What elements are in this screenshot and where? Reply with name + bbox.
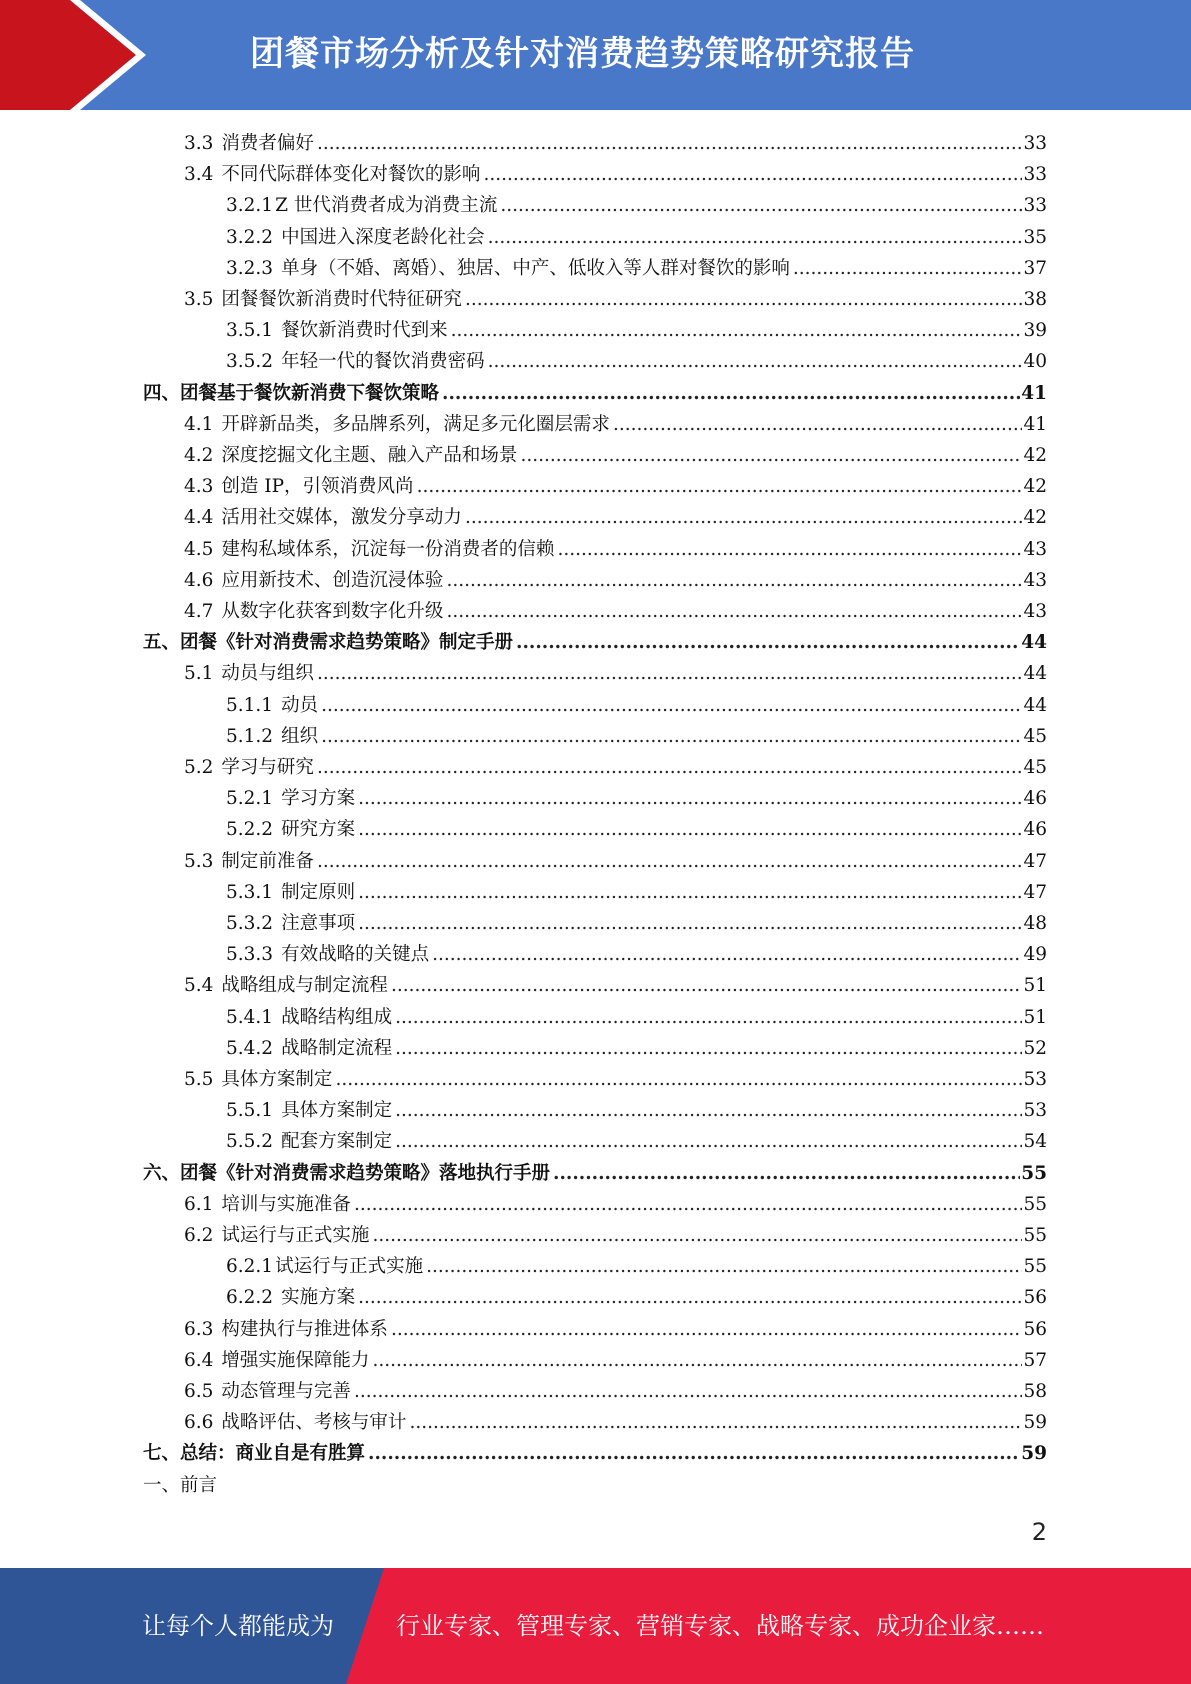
toc-entry-title: 消费者偏好 [221, 133, 314, 154]
toc-entry[interactable] [184, 284, 1047, 315]
toc-entry-page: 54 [1023, 1131, 1047, 1153]
page-footer [0, 1568, 1191, 1684]
toc-entry-page: 43 [1023, 538, 1047, 560]
toc-entry-number: 5.5.1 [226, 1100, 274, 1122]
toc-entry-title: 五、团餐《针对消费需求趋势策略》制定手册 [143, 632, 514, 654]
toc-entry[interactable] [184, 534, 1047, 565]
toc-dot-leader [395, 1095, 1022, 1126]
toc-entry-page: 45 [1023, 757, 1047, 778]
toc-entry-title: 研究方案 [281, 819, 356, 841]
toc-entry-page: 53 [1023, 1069, 1047, 1090]
toc-entry-title: 制定原则 [281, 881, 356, 903]
toc-entry[interactable] [226, 939, 1047, 970]
toc-entry[interactable] [226, 190, 1047, 221]
toc-dot-leader [354, 1189, 1023, 1220]
toc-dot-leader [395, 1126, 1022, 1157]
toc-entry-number: 5.3.3 [226, 944, 274, 966]
toc-dot-leader [358, 908, 1022, 939]
toc-entry[interactable] [226, 1251, 1047, 1282]
toc-entry-title: 注意事项 [281, 913, 356, 934]
toc-entry-page: 51 [1023, 975, 1047, 997]
toc-dot-leader [793, 253, 1023, 284]
toc-entry-number: 6.4 [184, 1349, 214, 1371]
toc-entry[interactable] [184, 1407, 1047, 1438]
toc-dot-leader [372, 1220, 1022, 1251]
toc-entry-title: 具体方案制定 [281, 1100, 393, 1122]
toc-entry-page: 44 [1023, 663, 1047, 685]
toc-entry-page: 42 [1023, 476, 1047, 498]
toc-dot-leader [368, 1438, 1020, 1469]
toc-entry-title: 学习与研究 [221, 757, 314, 778]
toc-entry-title: 从数字化获客到数字化升级 [221, 601, 444, 622]
toc-entry-number: 6.2 [184, 1225, 214, 1246]
toc-entry-title: 战略结构组成 [281, 1006, 393, 1028]
toc-entry-number: 6.5 [184, 1381, 214, 1402]
toc-entry[interactable] [226, 814, 1047, 845]
toc-dot-leader [391, 1314, 1023, 1345]
toc-entry-page: 38 [1023, 289, 1047, 310]
toc-entry-number: 5.3.1 [226, 881, 274, 903]
toc-entry[interactable] [226, 908, 1047, 939]
toc-entry-page: 58 [1023, 1381, 1047, 1402]
footer-slogan-right: 行业专家、管理专家、营销专家、战略专家、成功企业家…… [396, 1612, 1044, 1640]
toc-entry-title: 年轻一代的餐饮消费密码 [281, 351, 485, 373]
toc-entry-number: 4.3 [184, 476, 214, 498]
toc-entry-title: 单身（不婚、离婚）、独居、中产、低收入等人群对餐饮的影响 [281, 257, 790, 279]
toc-entry[interactable] [226, 1126, 1047, 1157]
toc-entry-number: 6.1 [184, 1193, 214, 1215]
toc-entry-page: 37 [1023, 257, 1047, 279]
toc-entry[interactable] [184, 1064, 1047, 1095]
toc-entry-number: 4.7 [184, 601, 214, 622]
toc-dot-leader [358, 814, 1022, 845]
toc-entry[interactable] [143, 378, 1047, 409]
toc-entry-title: 战略组成与制定流程 [221, 975, 388, 997]
toc-entry-title: 团餐餐饮新消费时代特征研究 [221, 289, 462, 310]
footer-slogan-left: 让每个人都能成为 [142, 1612, 334, 1640]
toc-dot-leader [520, 440, 1022, 471]
toc-dot-leader [613, 409, 1023, 440]
toc-entry[interactable] [226, 690, 1047, 721]
toc-dot-leader [557, 534, 1022, 565]
toc-entry[interactable] [184, 159, 1047, 190]
toc-entry-title: 动员与组织 [221, 663, 314, 685]
toc-dot-leader [358, 783, 1022, 814]
toc-entry[interactable] [184, 596, 1047, 627]
toc-entry[interactable] [184, 846, 1047, 877]
toc-dot-leader [335, 1064, 1022, 1095]
toc-entry[interactable] [226, 877, 1047, 908]
toc-entry-page: 43 [1023, 601, 1047, 622]
toc-entry[interactable] [184, 658, 1047, 689]
toc-dot-leader [321, 721, 1022, 752]
toc-entry[interactable] [143, 627, 1047, 658]
toc-entry-page: 41 [1021, 382, 1047, 404]
toc-entry[interactable] [184, 409, 1047, 440]
toc-entry[interactable] [226, 1282, 1047, 1313]
toc-entry-page: 33 [1023, 195, 1047, 217]
toc-entry-page: 46 [1023, 819, 1047, 841]
document-title: 团餐市场分析及针对消费趋势策略研究报告 [250, 34, 915, 74]
toc-entry-number: 4.2 [184, 445, 214, 466]
toc-dot-leader [321, 690, 1022, 721]
toc-entry[interactable] [184, 1220, 1047, 1251]
toc-entry-number: 4.1 [184, 413, 214, 435]
toc-entry-title: 餐饮新消费时代到来 [281, 320, 448, 342]
toc-entry[interactable] [184, 1376, 1047, 1407]
page-number: 2 [1031, 1518, 1047, 1546]
toc-dot-leader [317, 752, 1023, 783]
toc-entry-number: 5.3.2 [226, 913, 274, 934]
toc-entry-page: 55 [1021, 1162, 1047, 1184]
toc-dot-leader [446, 565, 1022, 596]
toc-entry-title: 构建执行与推进体系 [221, 1318, 388, 1340]
toc-entry-title: 实施方案 [281, 1287, 356, 1309]
toc-entry-page: 39 [1023, 320, 1047, 342]
toc-entry-number: 5.1.2 [226, 725, 274, 747]
toc-entry[interactable] [184, 1345, 1047, 1376]
toc-entry-title: 试运行与正式实施 [221, 1225, 370, 1246]
toc-entry[interactable] [184, 1314, 1047, 1345]
toc-entry-page: 40 [1023, 351, 1047, 373]
toc-entry-title: 中国进入深度老龄化社会 [281, 226, 485, 248]
toc-entry-number: 3.2.2 [226, 226, 274, 248]
toc-entry-number: 4.4 [184, 507, 214, 529]
toc-entry-page: 56 [1023, 1287, 1047, 1309]
toc-dot-leader [409, 1407, 1022, 1438]
toc-entry-number: 3.2.3 [226, 257, 274, 279]
toc-entry-page: 57 [1023, 1349, 1047, 1371]
toc-entry-page: 55 [1023, 1225, 1047, 1246]
toc-entry-number: 3.4 [184, 164, 214, 186]
toc-dot-leader [451, 315, 1023, 346]
toc-entry[interactable] [184, 752, 1047, 783]
toc-entry-title: 七、总结：商业自是有胜算 [143, 1443, 366, 1465]
toc-entry-title: 有效战略的关键点 [281, 944, 430, 966]
toc-dot-leader [465, 284, 1023, 315]
toc-dot-leader [446, 596, 1022, 627]
toc-entry-title: 动员 [281, 694, 319, 716]
toc-entry-page: 45 [1023, 725, 1047, 747]
toc-entry[interactable] [143, 1158, 1047, 1189]
toc-dot-leader [354, 1376, 1023, 1407]
toc-entry-number: 6.2.2 [226, 1287, 274, 1309]
toc-entry-title: 培训与实施准备 [221, 1193, 351, 1215]
toc-dot-leader [391, 970, 1023, 1001]
toc-entry-page: 47 [1023, 881, 1047, 903]
toc-entry-title: 四、团餐基于餐饮新消费下餐饮策略 [143, 382, 440, 404]
toc-dot-leader [417, 471, 1023, 502]
toc-entry-title: 动态管理与完善 [221, 1381, 351, 1402]
toc-entry-page: 44 [1023, 694, 1047, 716]
toc-dot-leader [442, 378, 1020, 409]
toc-entry-page: 33 [1023, 164, 1047, 186]
toc-dot-leader [317, 658, 1023, 689]
toc-entry-number: 5.1.1 [226, 694, 274, 716]
toc-entry-title: 应用新技术、创造沉浸体验 [221, 569, 444, 591]
toc-entry-page: 41 [1023, 413, 1047, 435]
toc-entry-title: 增强实施保障能力 [221, 1349, 370, 1371]
toc-dot-leader [432, 939, 1022, 970]
toc-entry-title: 不同代际群体变化对餐饮的影响 [221, 164, 481, 186]
toc-dot-leader [395, 1002, 1022, 1033]
toc-entry[interactable] [226, 1002, 1047, 1033]
toc-entry-number: 5.3 [184, 850, 214, 872]
toc-entry-number: 4.5 [184, 538, 214, 560]
toc-entry-page: 52 [1023, 1037, 1047, 1059]
toc-entry-number: 5.4.2 [226, 1037, 274, 1059]
toc-entry-page: 56 [1023, 1318, 1047, 1340]
toc-entry[interactable] [143, 1438, 1047, 1469]
toc-entry-number: 5.5.2 [226, 1131, 274, 1153]
toc-dot-leader [358, 877, 1022, 908]
toc-entry-number: 6.2.1 [226, 1256, 274, 1278]
chevron-logo-icon [0, 0, 160, 110]
toc-dot-leader [516, 627, 1020, 658]
section-heading-preface: 一、前言 [143, 1474, 218, 1496]
toc-entry-page: 35 [1023, 226, 1047, 248]
toc-dot-leader [465, 502, 1023, 533]
toc-entry-title: Z 世代消费者成为消费主流 [275, 195, 498, 217]
toc-entry-number: 3.5.1 [226, 320, 274, 342]
toc-entry-title: 六、团餐《针对消费需求趋势策略》落地执行手册 [143, 1162, 551, 1184]
toc-entry-page: 48 [1023, 913, 1047, 934]
toc-entry[interactable] [226, 253, 1047, 284]
toc-entry-page: 42 [1023, 445, 1047, 466]
toc-entry-number: 6.6 [184, 1412, 214, 1434]
toc-entry[interactable] [226, 1033, 1047, 1064]
toc-entry-title: 具体方案制定 [221, 1069, 333, 1090]
toc-entry[interactable] [226, 783, 1047, 814]
toc-entry-number: 4.6 [184, 569, 214, 591]
toc-entry-page: 43 [1023, 569, 1047, 591]
toc-entry[interactable] [226, 1095, 1047, 1126]
toc-entry-number: 5.1 [184, 663, 214, 685]
toc-entry-number: 3.5 [184, 289, 214, 310]
toc-entry[interactable] [226, 721, 1047, 752]
toc-entry-page: 55 [1023, 1193, 1047, 1215]
toc-dot-leader [553, 1158, 1020, 1189]
toc-entry-number: 5.2 [184, 757, 214, 778]
toc-dot-leader [426, 1251, 1022, 1282]
toc-entry-page: 42 [1023, 507, 1047, 529]
toc-entry[interactable] [184, 970, 1047, 1001]
toc-entry-number: 5.2.2 [226, 819, 274, 841]
toc-dot-leader [317, 846, 1023, 877]
toc-entry-title: 配套方案制定 [281, 1131, 393, 1153]
toc-entry-page: 49 [1023, 944, 1047, 966]
toc-dot-leader [395, 1033, 1022, 1064]
toc-dot-leader [488, 222, 1023, 253]
toc-entry-number: 5.5 [184, 1069, 214, 1090]
toc-entry-title: 创造 IP，引领消费风尚 [221, 476, 414, 498]
toc-dot-leader [488, 346, 1023, 377]
toc-entry-page: 51 [1023, 1006, 1047, 1028]
toc-entry-title: 活用社交媒体，激发分享动力 [221, 507, 462, 529]
toc-entry[interactable] [184, 1189, 1047, 1220]
toc-entry-title: 制定前准备 [221, 850, 314, 872]
toc-entry-page: 33 [1023, 133, 1047, 154]
toc-entry-title: 战略制定流程 [281, 1037, 393, 1059]
toc-dot-leader [358, 1282, 1022, 1313]
toc-dot-leader [500, 190, 1022, 221]
toc-entry[interactable] [226, 315, 1047, 346]
toc-dot-leader [372, 1345, 1022, 1376]
toc-entry-title: 开辟新品类，多品牌系列，满足多元化圈层需求 [221, 413, 610, 435]
toc-entry[interactable] [184, 128, 1047, 159]
toc-entry[interactable] [226, 346, 1047, 377]
toc-entry[interactable] [184, 440, 1047, 471]
toc-entry-number: 3.5.2 [226, 351, 274, 373]
toc-entry[interactable] [184, 565, 1047, 596]
toc-entry-title: 组织 [281, 725, 319, 747]
toc-entry-number: 6.3 [184, 1318, 214, 1340]
toc-entry[interactable] [184, 502, 1047, 533]
toc-entry[interactable] [184, 471, 1047, 502]
toc-entry-title: 战略评估、考核与审计 [221, 1412, 407, 1434]
toc-entry-number: 3.3 [184, 133, 214, 154]
toc-entry-title: 学习方案 [281, 788, 356, 810]
page-header [0, 0, 1191, 110]
toc-entry-page: 59 [1023, 1412, 1047, 1434]
toc-entry-page: 47 [1023, 850, 1047, 872]
toc-dot-leader [483, 159, 1022, 190]
toc-entry[interactable] [226, 222, 1047, 253]
toc-entry-page: 44 [1021, 632, 1047, 654]
toc-entry-title: 试运行与正式实施 [275, 1256, 424, 1278]
toc-entry-number: 5.2.1 [226, 788, 274, 810]
toc-dot-leader [317, 128, 1023, 159]
toc-entry-title: 建构私域体系，沉淀每一份消费者的信赖 [221, 538, 555, 560]
toc-entry-page: 59 [1021, 1443, 1047, 1465]
toc-entry-page: 55 [1023, 1256, 1047, 1278]
toc-entry-title: 深度挖掘文化主题、融入产品和场景 [221, 445, 518, 466]
toc-entry-number: 5.4 [184, 975, 214, 997]
toc-entry-page: 53 [1023, 1100, 1047, 1122]
toc-entry-page: 46 [1023, 788, 1047, 810]
toc-entry-number: 3.2.1 [226, 195, 274, 217]
toc-entry-number: 5.4.1 [226, 1006, 274, 1028]
